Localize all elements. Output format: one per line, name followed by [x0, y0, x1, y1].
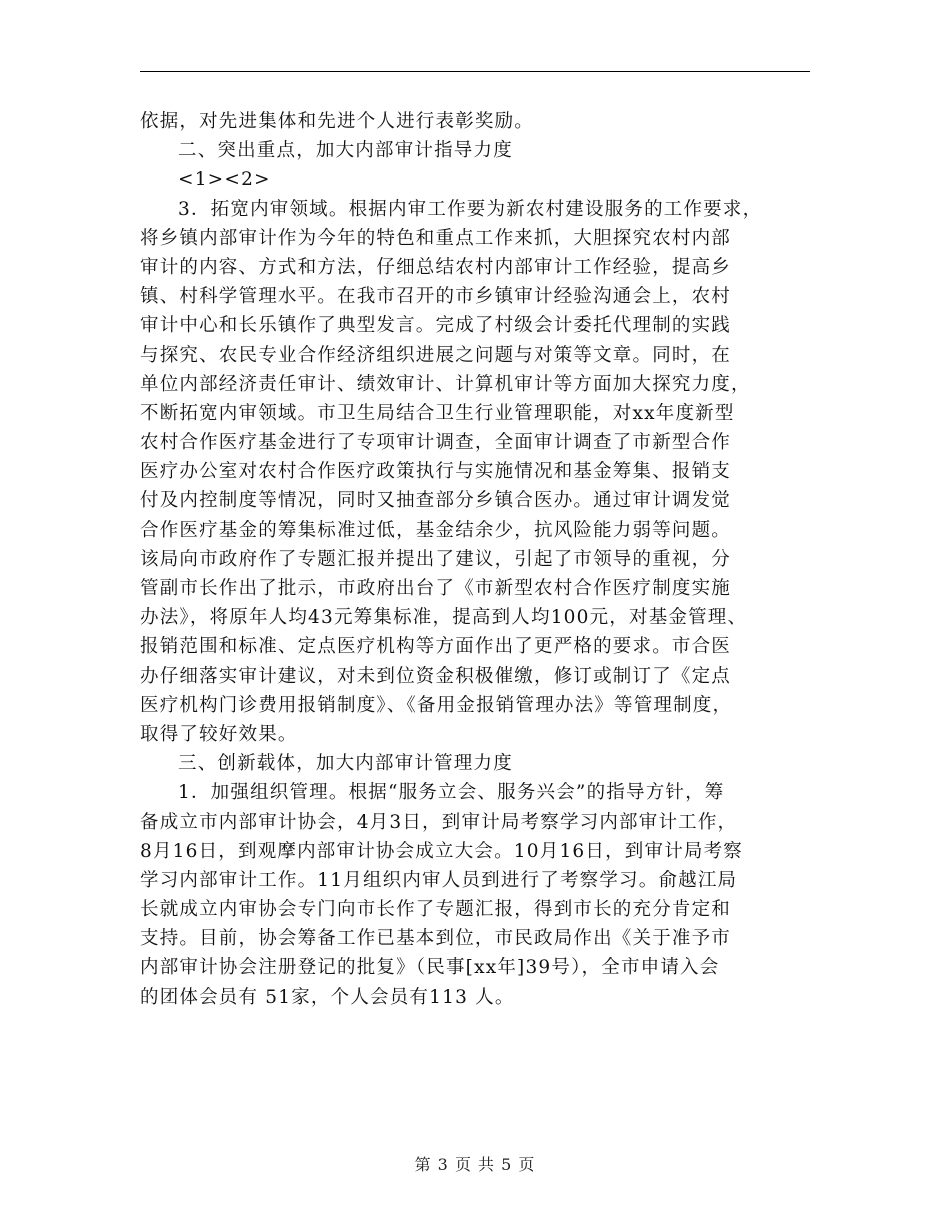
text-line: 依据，对先进集体和先进个人进行表彰奖励。: [140, 111, 535, 132]
text-line: 单位内部经济责任审计、绩效审计、计算机审计等方面加大探究力度，: [140, 373, 751, 395]
text-line: 1．加强组织管理。根据“服务立会、服务兴会”的指导方针，筹: [178, 782, 725, 804]
text-line: 支持。目前，协会筹备工作已基本到位，市民政局作出《关于准予市: [140, 928, 732, 950]
body-text: [140, 107, 810, 1012]
page-number: 第 3 页 共 5 页: [414, 1155, 536, 1174]
text-line: 医疗办公室对农村合作医疗政策执行与实施情况和基金筹集、报销支: [140, 461, 732, 483]
text-line: 付及内控制度等情况，同时又抽查部分乡镇合医办。通过审计调发觉: [140, 490, 732, 512]
text-line: 学习内部审计工作。11月组织内审人员到进行了考察学习。俞越江局: [140, 869, 738, 891]
text-line: 医疗机构门诊费用报销制度》、《备用金报销管理办法》等管理制度，: [140, 694, 733, 716]
text-line: 的团体会员有 51家，个人会员有113 人。: [140, 986, 515, 1008]
text-line: 镇、村科学管理水平。在我市召开的市乡镇审计经验沟通会上，农村: [140, 286, 732, 308]
text-line: 农村合作医疗基金进行了专项审计调查，全面审计调查了市新型合作: [140, 432, 732, 454]
text-line: 内部审计协会注册登记的批复》（民事[xx年]39号），全市申请入会: [140, 957, 720, 979]
text-line: 合作医疗基金的筹集标准过低，基金结余少，抗风险能力弱等问题。: [140, 519, 732, 541]
text-line: 备成立市内部审计协会，4月3日，到审计局考察学习内部审计工作，: [140, 811, 738, 833]
text-line: 报销范围和标准、定点医疗机构等方面作出了更严格的要求。市合医: [140, 636, 732, 658]
text-line: 长就成立内审协会专门向市长作了专题汇报，得到市长的充分肯定和: [140, 899, 732, 921]
text-line: 3．拓宽内审领域。根据内审工作要为新农村建设服务的工作要求，: [178, 198, 763, 220]
text-line: 审计中心和长乐镇作了典型发言。完成了村级会计委托代理制的实践: [140, 315, 732, 337]
text-line: 取得了较好效果。: [140, 723, 298, 745]
text-line: 审计的内容、方式和方法，仔细总结农村内部审计工作经验，提高乡: [140, 256, 732, 278]
text-line: 将乡镇内部审计作为今年的特色和重点工作来抓，大胆探究农村内部: [140, 227, 732, 249]
text-line: 不断拓宽内审领域。市卫生局结合卫生行业管理职能，对xx年度新型: [140, 402, 735, 424]
text-line: <1><2>: [178, 169, 271, 191]
text-line: 办仔细落实审计建议，对未到位资金积极催缴，修订或制订了《定点: [140, 665, 732, 687]
text-line: 管副市长作出了批示，市政府出台了《市新型农村合作医疗制度实施: [140, 578, 732, 599]
text-line: 办法》，将原年人均43元筹集标准，提高到人均100元，对基金管理、: [140, 607, 748, 629]
header-rule: [140, 71, 810, 72]
text-line: 与探究、农民专业合作经济组织进展之问题与对策等文章。同时，在: [140, 344, 732, 366]
text-line: 8月16日，到观摩内部审计协会成立大会。10月16日，到审计局考察: [140, 840, 743, 862]
text-line: 三、创新载体，加大内部审计管理力度: [178, 753, 513, 775]
text-line: 该局向市政府作了专题汇报并提出了建议，引起了市领导的重视，分: [140, 548, 732, 570]
text-line: 二、突出重点，加大内部审计指导力度: [178, 140, 513, 162]
